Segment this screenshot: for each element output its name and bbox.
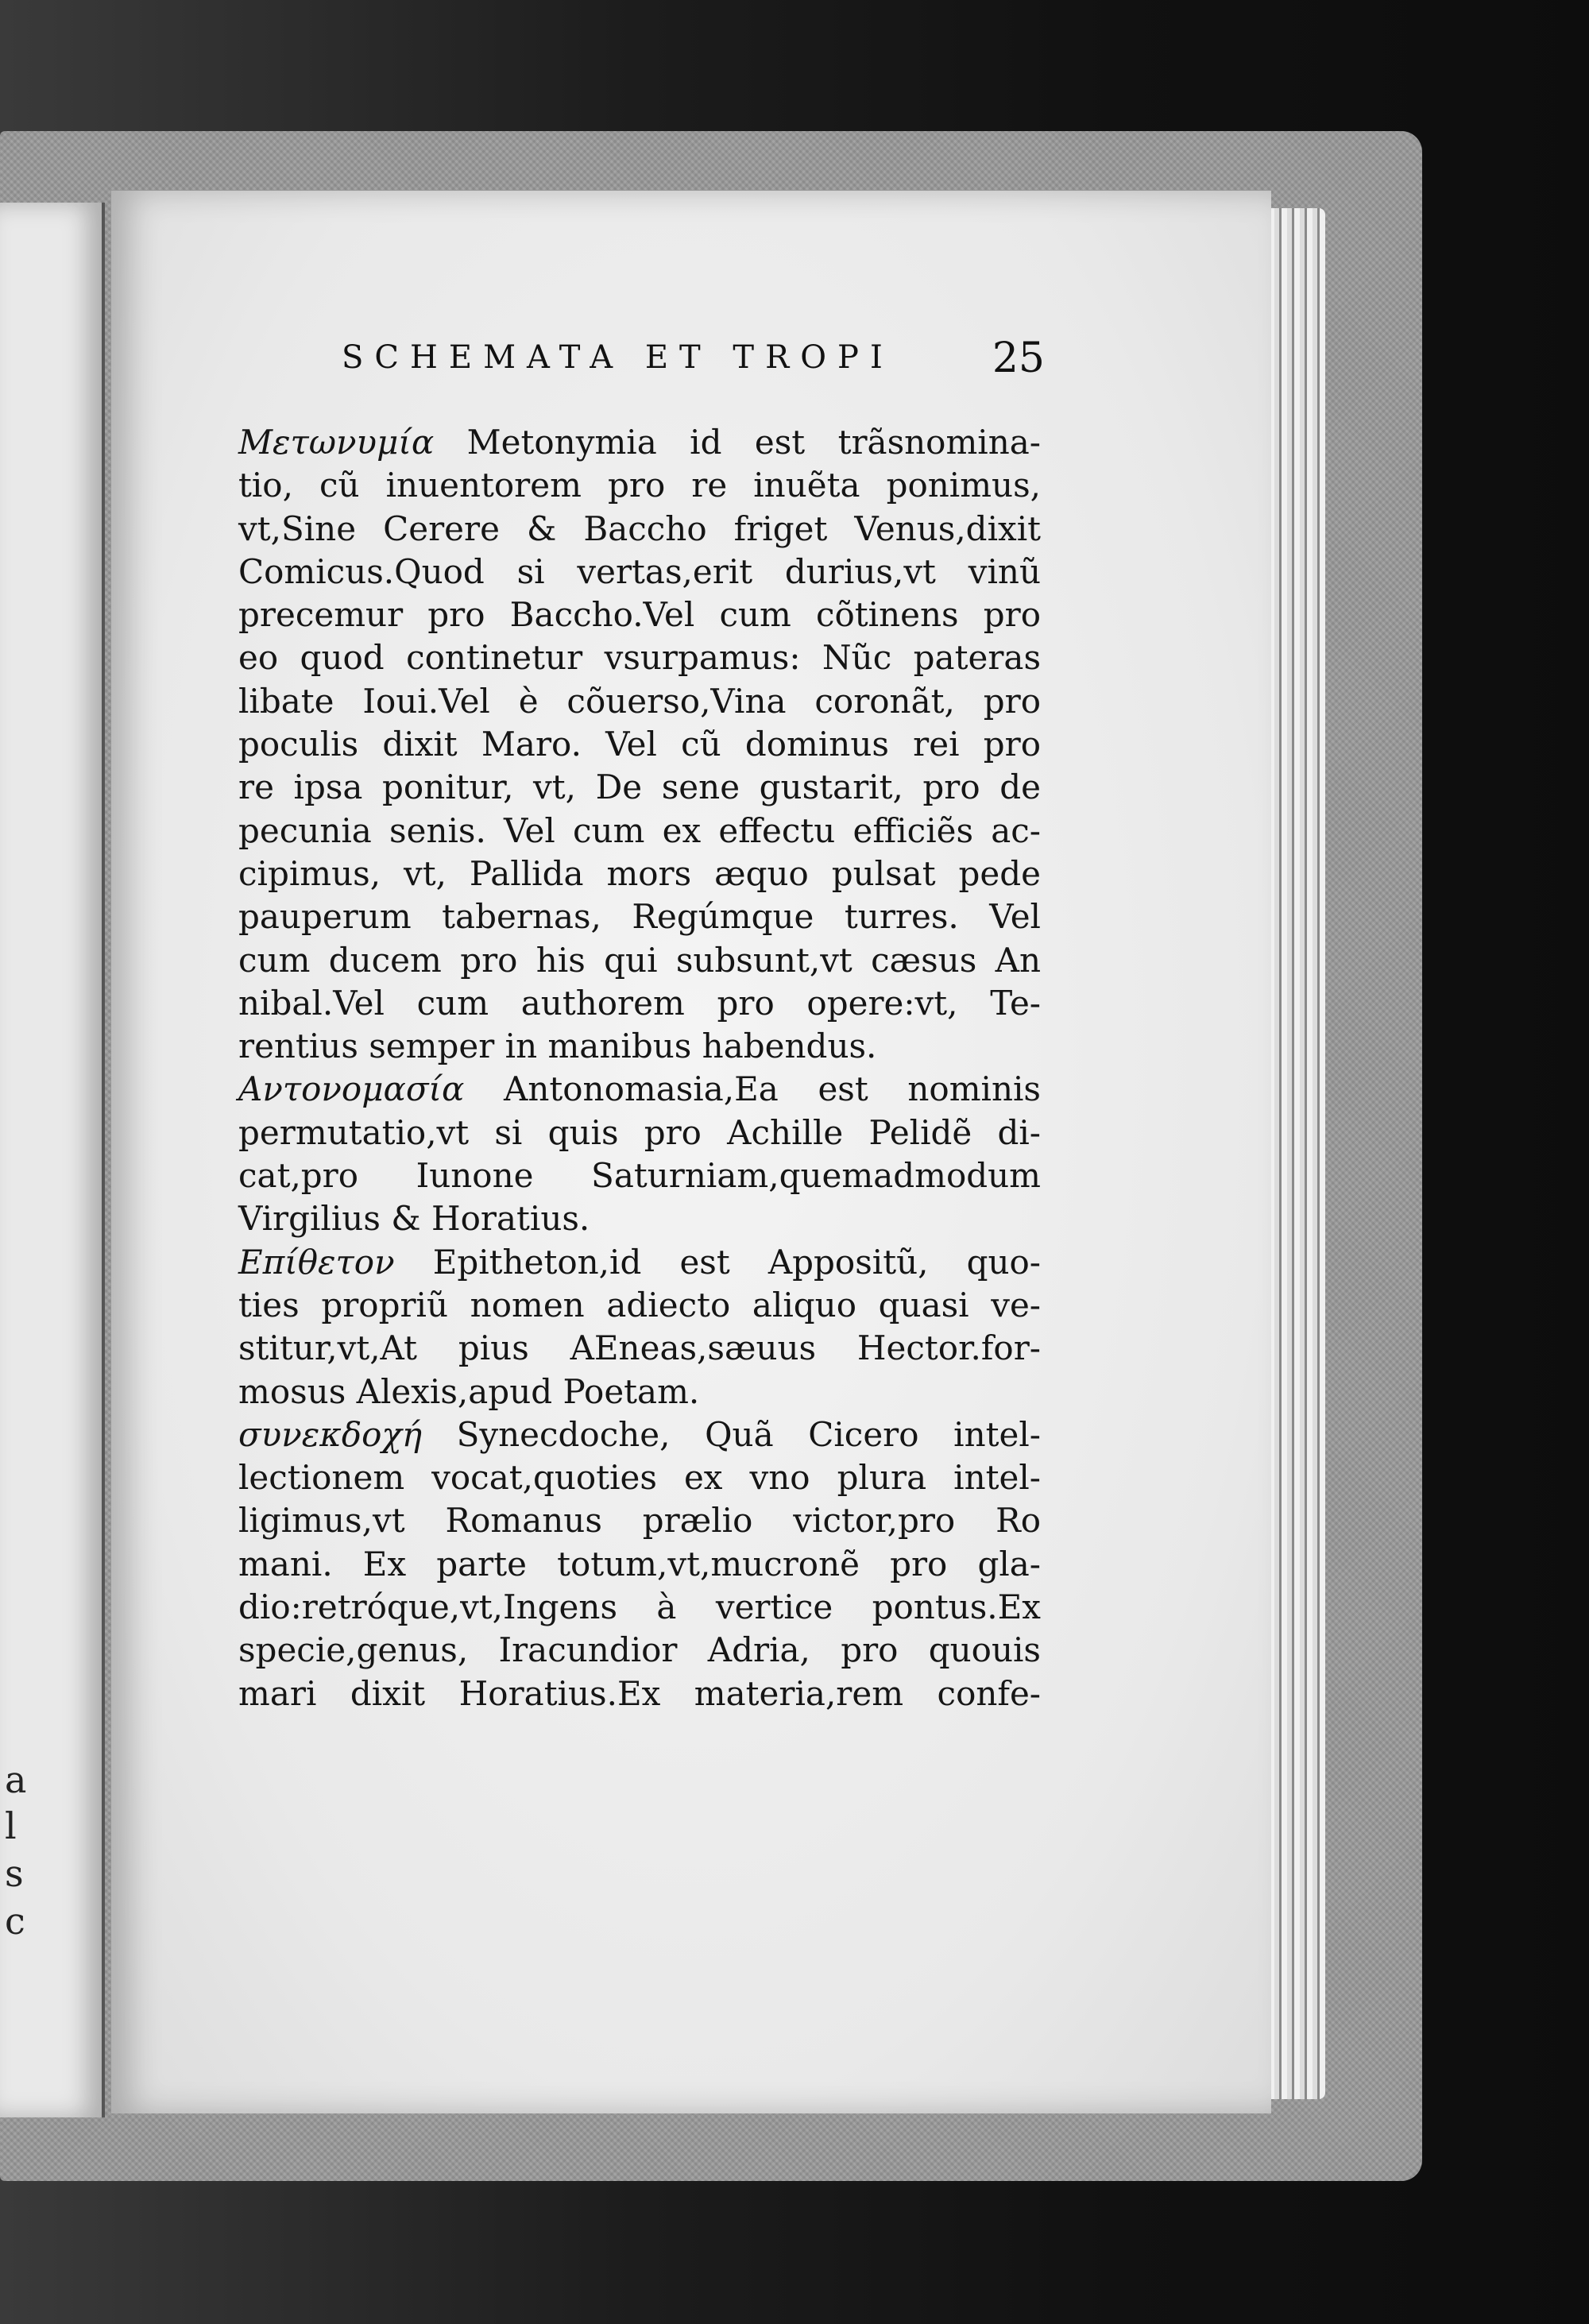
- text-line: Virgilius & Horatius.: [238, 1199, 590, 1239]
- greek-term: συνεκδοχή: [238, 1414, 422, 1454]
- left-page-letter: a: [5, 1758, 27, 1801]
- text-line: lectionem vocat,quoties ex vno plura intel-: [238, 1458, 1041, 1498]
- text-line: libate Ioui.Vel è cõuerso,Vina coronãt, pro: [238, 681, 1041, 721]
- text-line: ligimus,vt Romanus prælio victor,pro Ro: [238, 1501, 1041, 1541]
- text-line: Αντονομασία Antonomasia,Ea est nominis: [238, 1069, 1041, 1109]
- text-line: dio:retróque,vt,Ingens à vertice pontus.Ex: [238, 1587, 1041, 1627]
- left-page-letter: l: [5, 1804, 17, 1847]
- text-line: cipimus, vt, Pallida mors æquo pulsat pede: [238, 853, 1041, 893]
- running-head: [226, 334, 1045, 387]
- greek-term: Αντονομασία: [238, 1069, 465, 1109]
- text-line: cum ducem pro his qui subsunt,vt cæsus An: [238, 940, 1041, 980]
- text-line: mari dixit Horatius.Ex materia,rem confe-: [238, 1673, 1041, 1713]
- text-line: poculis dixit Maro. Vel cũ dominus rei pro: [238, 725, 1041, 764]
- greek-term: Μετωνυμία: [238, 423, 435, 462]
- left-page-letter: c: [5, 1900, 25, 1943]
- facing-left-page: [0, 203, 105, 2117]
- text-line: Comicus.Quod si vertas,erit durius,vt vinũ: [238, 551, 1041, 591]
- text-line: συνεκδοχή Synecdoche, Quã Cicero intel-: [238, 1414, 1041, 1454]
- text-line: cat,pro Iunone Saturniam,quemadmodum: [238, 1156, 1041, 1196]
- greek-term: Επίθετον: [238, 1242, 395, 1282]
- text-line: precemur pro Baccho.Vel cum cõtinens pro: [238, 595, 1041, 635]
- text-line: Επίθετον Epitheton,id est Appositũ, quo-: [238, 1242, 1041, 1282]
- text-line: re ipsa ponitur, vt, De sene gustarit, pro de: [238, 768, 1041, 807]
- text-line: pauperum tabernas, Regúmque turres. Vel: [238, 897, 1041, 937]
- text-line: Μετωνυμία Metonymia id est trãsnomina-: [238, 423, 1041, 462]
- page-number: 25: [992, 334, 1045, 382]
- text-line: ties propriũ nomen adiecto aliquo quasi ve-: [238, 1285, 1041, 1324]
- text-line: mani. Ex parte totum,vt,mucronẽ pro gla-: [238, 1544, 1041, 1583]
- text-line: nibal.Vel cum authorem pro opere:vt, Te-: [238, 983, 1041, 1023]
- text-line: pecunia senis. Vel cum ex effectu efficiẽs ac-: [238, 810, 1041, 850]
- body-text: [238, 421, 1041, 1715]
- text-line: stitur,vt,At pius AEneas,sæuus Hector.for-: [238, 1328, 1041, 1368]
- text-line: specie,genus, Iracundior Adria, pro quouis: [238, 1630, 1041, 1670]
- text-line: vt,Sine Cerere & Baccho friget Venus,dixit: [238, 508, 1041, 548]
- text-line: rentius semper in manibus habendus.: [238, 1027, 877, 1066]
- left-page-letter: s: [5, 1852, 24, 1895]
- text-line: eo quod continetur vsurpamus: Nũc pateras: [238, 638, 1041, 678]
- text-line: mosus Alexis,apud Poetam.: [238, 1371, 700, 1411]
- running-head-title: SCHEMATA ET TROPI: [342, 339, 894, 376]
- text-line: tio, cũ inuentorem pro re inuẽta ponimus,: [238, 466, 1041, 505]
- text-line: permutatio,vt si quis pro Achille Pelidẽ di-: [238, 1112, 1041, 1152]
